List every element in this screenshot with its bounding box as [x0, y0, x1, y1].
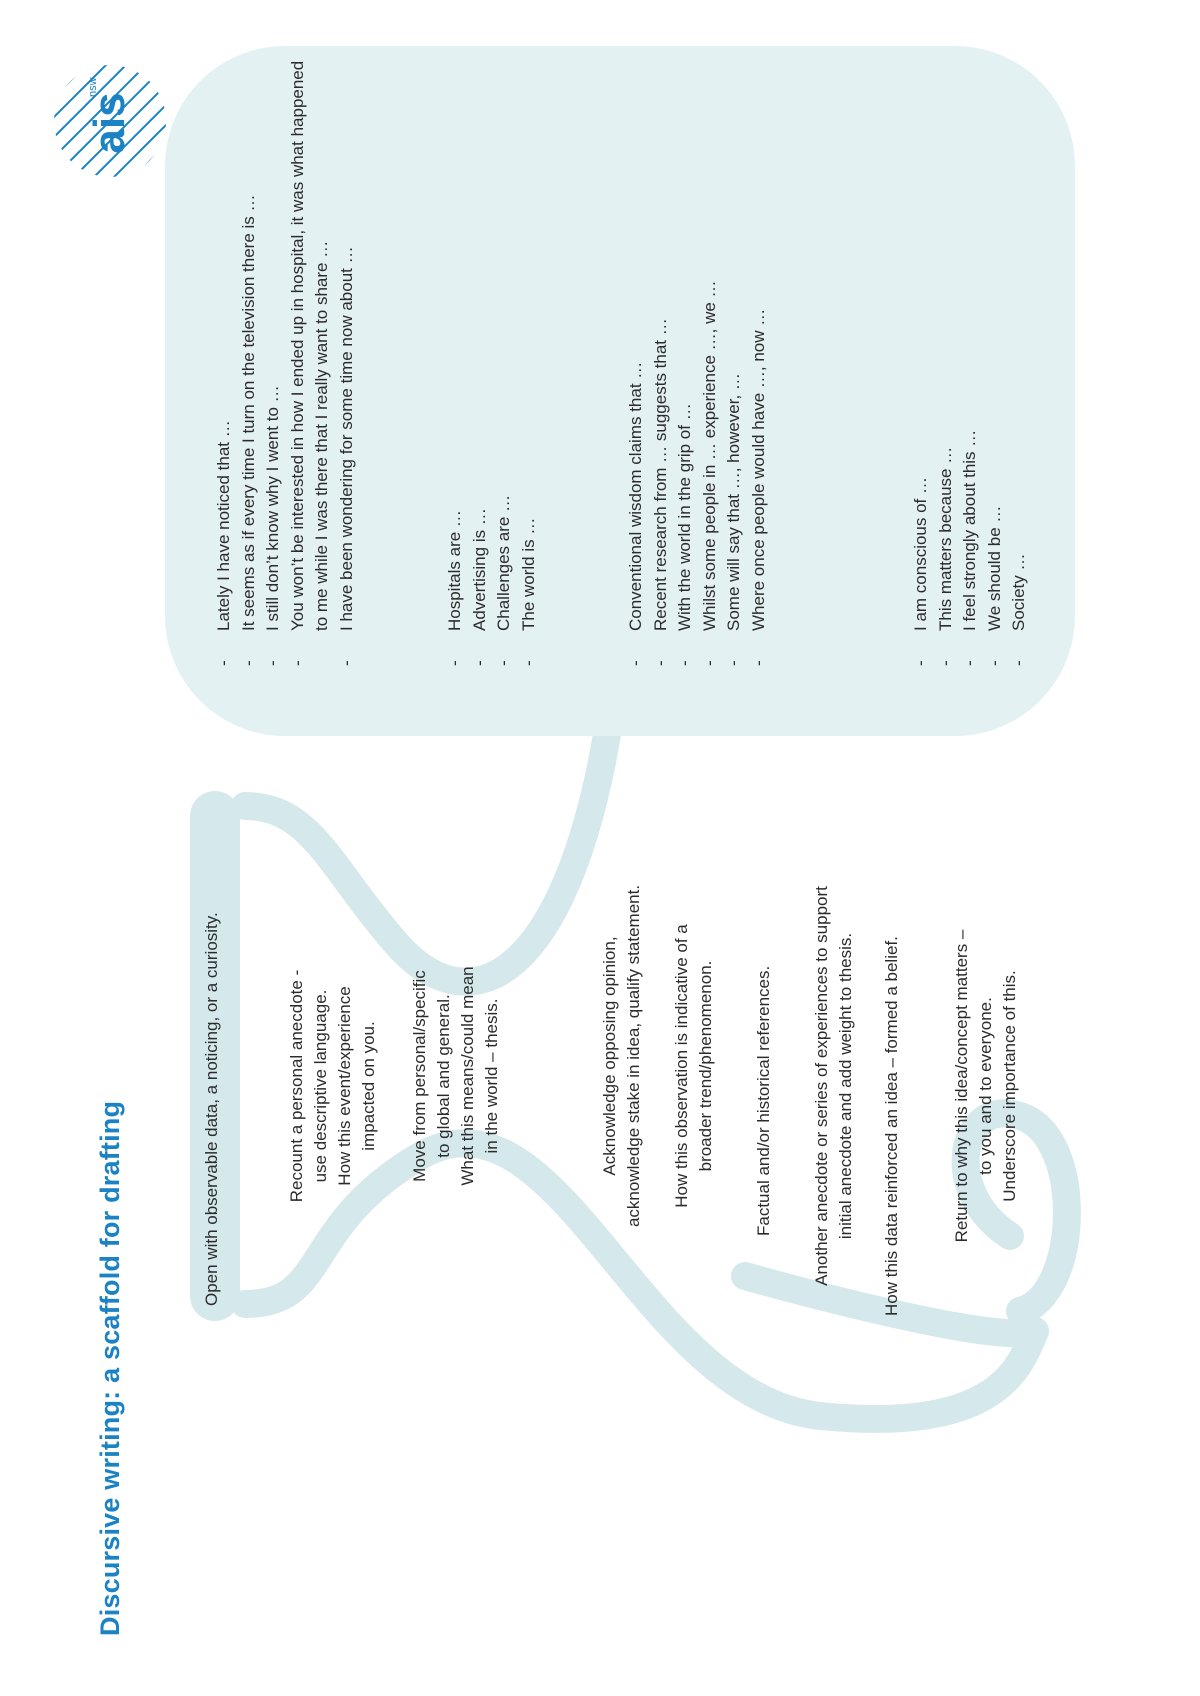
list-item: - Society … [1007, 46, 1032, 666]
scaffold-trend: How this observation is indicative of a broader trend/phenomenon. [672, 924, 715, 1208]
starters-group-2 [443, 46, 541, 666]
list-item: - The world is … [517, 46, 542, 666]
page-title: Discursive writing: a scaffold for drafting [95, 1100, 125, 1636]
logo-text-main: ais [85, 92, 134, 154]
list-item: - This matters because … [934, 46, 959, 666]
scaffold-anecdote: Recount a personal anecdote - use descriptive language. How this event/experience impacted on you. [287, 969, 378, 1203]
scaffold-opposing: Acknowledge opposing opinion, acknowledge stake in idea, qualify statement. [600, 884, 643, 1228]
starters-group-4 [909, 46, 1032, 666]
logo-text-sub: nsw [87, 77, 99, 97]
list-item: - Where once people would have …, now … [747, 46, 772, 666]
scaffold-another: Another anecdote or series of experiences to support initial anecdote and add weight to thesis. [812, 886, 855, 1286]
list-item: - Whilst some people in … experience …, we … [698, 46, 723, 666]
list-item: - Hospitals are … [443, 46, 468, 666]
list-item: - Some will say that …, however, … [722, 46, 747, 666]
list-item: - I have been wondering for some time now about … [335, 46, 360, 666]
list-item: - Conventional wisdom claims that … [624, 46, 649, 666]
list-item: - Recent research from … suggests that … [649, 46, 674, 666]
list-item: - It seems as if every time I turn on the television there is … [237, 46, 262, 666]
list-item: - Lately I have noticed that … [212, 46, 237, 666]
starters-group-3 [624, 46, 771, 666]
list-item: - I am conscious of … [909, 46, 934, 666]
starters-group-1 [212, 46, 359, 666]
list-item: - Advertising is … [468, 46, 493, 666]
scaffold-opening: Open with observable data, a noticing, or a curiosity. [202, 912, 221, 1306]
scaffold-thesis: Move from personal/specific to global and general. What this means/could mean in the world – thesis. [410, 966, 501, 1186]
scaffold-return: Return to why this idea/concept matters – to you and to everyone. Underscore importance of this. [952, 929, 1019, 1243]
list-item: - Challenges are … [492, 46, 517, 666]
list-item: - I feel strongly about this … [958, 46, 983, 666]
list-item: - We should be … [983, 46, 1008, 666]
ais-nsw-logo [50, 61, 170, 181]
list-item: - With the world in the grip of … [673, 46, 698, 666]
list-item: - I still don’t know why I went to … [261, 46, 286, 666]
list-item: - You won’t be interested in how I ended up in hospital, it was what happened to me while I was there that I really want to share … [286, 46, 335, 666]
scaffold-references: Factual and/or historical references. [754, 965, 773, 1236]
scaffold-belief: How this data reinforced an idea – formed a belief. [882, 936, 901, 1316]
